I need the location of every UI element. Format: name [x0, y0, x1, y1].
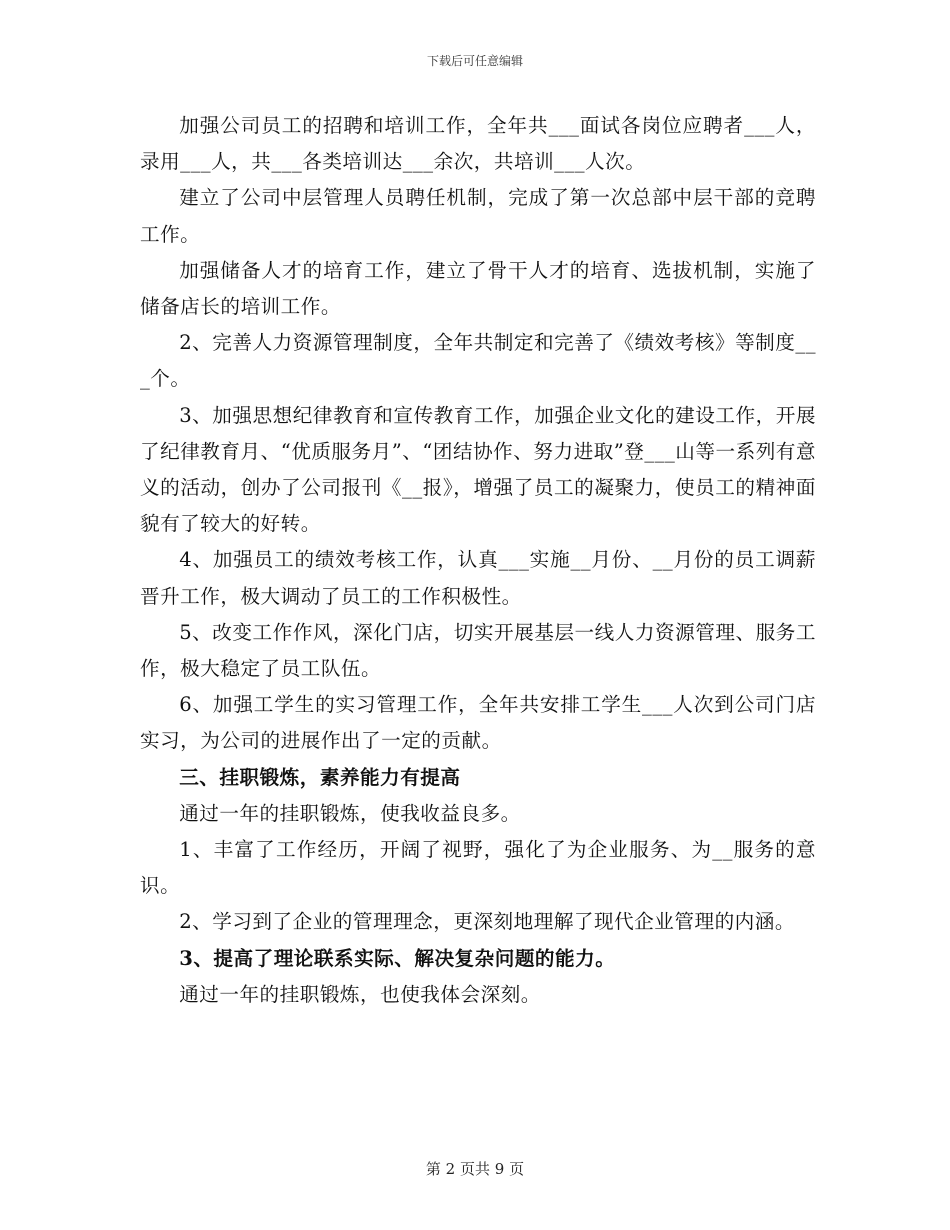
paragraph-intro: 通过一年的挂职锻炼，使我收益良多。	[179, 801, 521, 825]
paragraph-reserve-talent: 加强储备人才的培育工作，建立了骨干人才的培育、选拔机制，实施了储备店长的培训工作。	[140, 258, 816, 319]
paragraph-item-5: 5、改变工作作风，深化门店，切实开展基层一线人力资源管理、服务工作，极大稳定了员工队伍。	[140, 620, 816, 681]
paragraph-item-3: 3、加强思想纪律教育和宣传教育工作，加强企业文化的建设工作，开展了纪律教育月、“优质服务月”、“团结协作、努力进取”登___山等一系列有意义的活动，创办了公司报刊《__报》，增强了员工的凝聚力，使员工的精神面貌有了较大的好转。	[140, 403, 816, 536]
page-number: 第 2 页共 9 页	[425, 1160, 525, 1178]
paragraph-closing: 通过一年的挂职锻炼，也使我体会深刻。	[179, 982, 541, 1006]
paragraph-item-6: 6、加强工学生的实习管理工作，全年共安排工学生___人次到公司门店实习，为公司的进展作出了一定的贡献。	[140, 693, 816, 753]
paragraph-gain-1: 1、丰富了工作经历，开阔了视野，强化了为企业服务、为__服务的意识。	[140, 838, 816, 898]
paragraph-recruitment: 加强公司员工的招聘和培训工作，全年共___面试各岗位应聘者___人，录用___人，共___各类培训达___余次，共培训___人次。	[140, 114, 816, 174]
page-header-note: 下载后可任意编辑	[426, 54, 523, 68]
paragraph-item-2: 2、完善人力资源管理制度，全年共制定和完善了《绩效考核》等制度___个。	[140, 331, 816, 391]
paragraph-middle-management: 建立了公司中层管理人员聘任机制，完成了第一次总部中层干部的竞聘工作。	[140, 186, 816, 246]
section-heading-3: 三、挂职锻炼，素养能力有提高	[179, 765, 461, 789]
document-body	[140, 108, 816, 1013]
paragraph-gain-2: 2、学习到了企业的管理理念，更深刻地理解了现代企业管理的内涵。	[179, 910, 795, 934]
paragraph-gain-3: 3、提高了理论联系实际、解决复杂问题的能力。	[179, 946, 616, 970]
paragraph-item-4: 4、加强员工的绩效考核工作，认真___实施__月份、__月份的员工调薪晋升工作，极大调动了员工的工作积极性。	[140, 548, 816, 608]
